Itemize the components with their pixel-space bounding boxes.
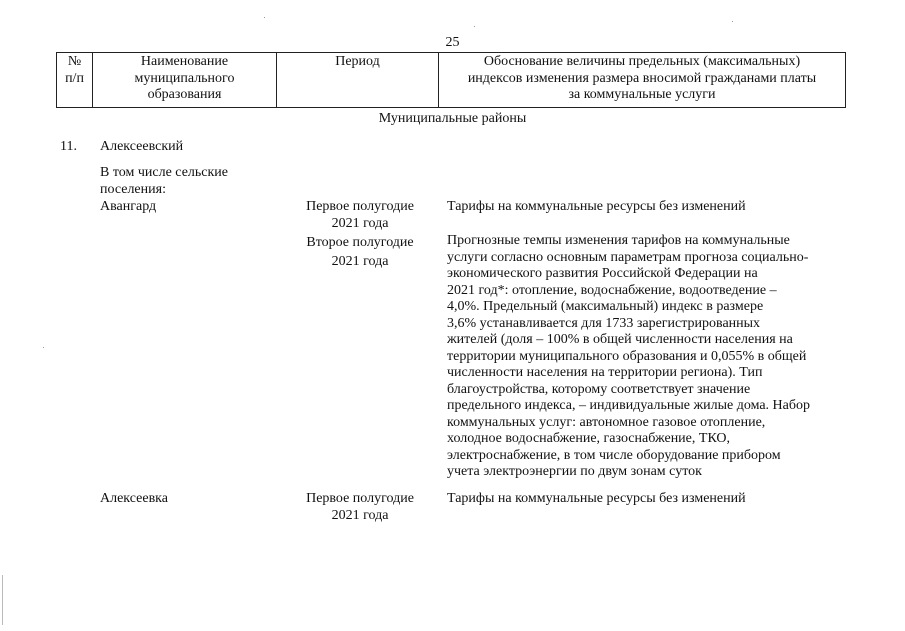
justification-line: благоустройства, которому соответствует значение bbox=[447, 381, 751, 397]
settlement-name: Авангард bbox=[100, 199, 157, 214]
district-number: 11. bbox=[60, 139, 77, 154]
justification-text bbox=[447, 199, 840, 216]
justification-line: коммунальных услуг: автономное газовое отопление, bbox=[447, 414, 766, 430]
period-line: Второе полугодие bbox=[306, 235, 414, 250]
header-col-name-line: образования bbox=[147, 87, 222, 102]
scan-speck bbox=[264, 17, 265, 18]
district-subtitle bbox=[100, 165, 228, 198]
district-subtitle-line: В том числе сельские bbox=[100, 165, 229, 180]
justification-line: 4,0%. Предельный (максимальный) индекс в размере bbox=[447, 299, 764, 314]
period bbox=[290, 491, 430, 524]
section-title: Муниципальные районы bbox=[378, 111, 527, 126]
justification-line: территории муниципального образования и 0,055% в общей bbox=[447, 348, 807, 364]
justification-line: предельного индекса, – индивидуальные жилые дома. Набор bbox=[447, 398, 811, 413]
header-col-name-line: муниципального bbox=[134, 70, 235, 86]
period-line: Первое полугодие bbox=[306, 491, 414, 506]
justification-line: экономического развития Российской Федерации на bbox=[447, 266, 758, 281]
page-number: 25 bbox=[445, 35, 460, 50]
scan-speck bbox=[732, 21, 733, 22]
header-col-justification-line: индексов изменения размера вносимой гражданами платы bbox=[467, 70, 817, 86]
header-col-justification bbox=[439, 53, 845, 107]
period bbox=[290, 233, 430, 271]
justification-line: жителей (доля – 100% в общей численности населения на bbox=[447, 332, 793, 347]
header-col-number bbox=[57, 53, 93, 107]
justification-line: численности населения на территории региона). Тип bbox=[447, 365, 763, 380]
header-col-period-line: Период bbox=[335, 54, 380, 69]
header-col-name bbox=[93, 53, 277, 107]
period-line: 2021 года bbox=[331, 507, 389, 523]
scan-speck bbox=[474, 26, 475, 27]
district-name: Алексеевский bbox=[100, 139, 184, 154]
settlement-name: Алексеевка bbox=[100, 491, 168, 506]
justification-line: Прогнозные темпы изменения тарифов на коммунальные bbox=[447, 233, 790, 248]
justification-line: холодное водоснабжение, газоснабжение, ТКО, bbox=[447, 431, 731, 446]
justification-text bbox=[447, 491, 840, 508]
justification-line: Тарифы на коммунальные ресурсы без изменений bbox=[447, 491, 746, 506]
header-col-number-line: п/п bbox=[65, 70, 84, 86]
header-col-name-line: Наименование bbox=[140, 54, 229, 69]
justification-text bbox=[447, 233, 840, 481]
justification-line: услуги согласно основным параметрам прогноза социально- bbox=[447, 249, 809, 265]
justification-line: Тарифы на коммунальные ресурсы без изменений bbox=[447, 199, 746, 214]
table-header bbox=[56, 52, 846, 108]
justification-line: учета электроэнергии по двум зонам суток bbox=[447, 464, 702, 479]
district-subtitle-line: поселения: bbox=[100, 181, 166, 197]
justification-line: электроснабжение, в том числе оборудование прибором bbox=[447, 447, 781, 463]
justification-line: 2021 год*: отопление, водоснабжение, водоотведение – bbox=[447, 282, 777, 298]
period bbox=[290, 199, 430, 232]
header-col-justification-line: за коммунальные услуги bbox=[568, 87, 716, 102]
header-col-justification-line: Обоснование величины предельных (максимальных) bbox=[483, 54, 801, 69]
justification-line: 3,6% устанавливается для 1733 зарегистрированных bbox=[447, 315, 761, 331]
scan-edge-mark bbox=[2, 575, 3, 625]
period-line: 2021 года bbox=[331, 215, 389, 231]
period-line: 2021 года bbox=[331, 254, 389, 269]
header-col-period bbox=[277, 53, 439, 107]
scan-speck bbox=[43, 347, 44, 348]
header-col-number-line: № bbox=[67, 54, 82, 69]
period-line: Первое полугодие bbox=[306, 199, 414, 214]
